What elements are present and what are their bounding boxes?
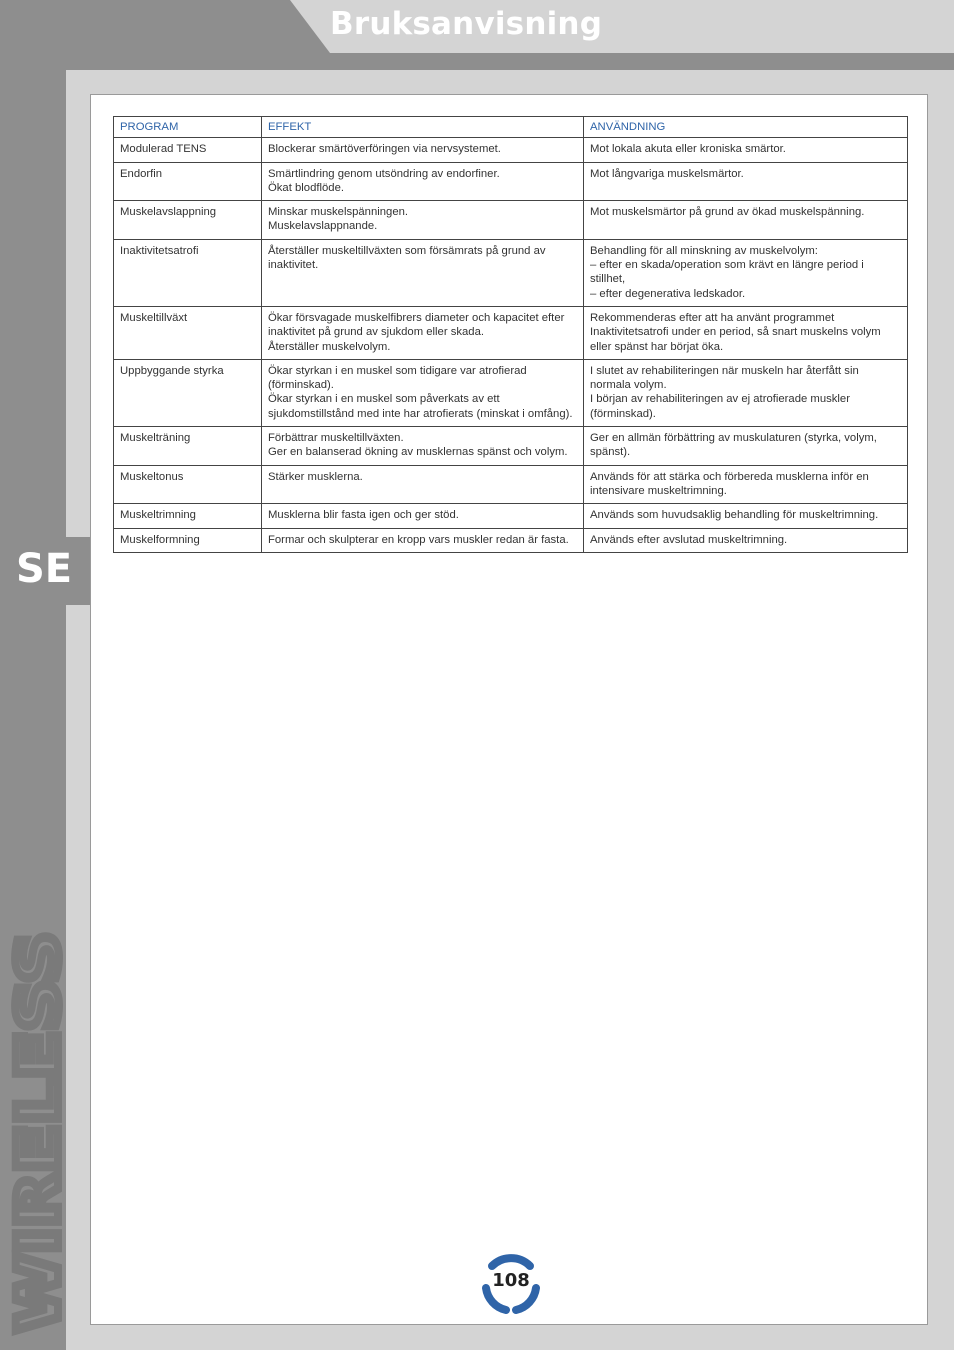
usage-cell: Används som huvudsaklig behandling för muskeltrimning. (584, 504, 908, 528)
effect-cell: Musklerna blir fasta igen och ger stöd. (262, 504, 584, 528)
program-cell: Inaktivitetsatrofi (114, 239, 262, 306)
page-number: 108 (492, 1270, 530, 1291)
table-row (114, 528, 908, 552)
svg-text:WIRELESS: WIRELESS (4, 1004, 72, 1332)
page-title: Bruksanvisning (330, 6, 603, 42)
effect-cell: Formar och skulpterar en kropp vars muskler redan är fasta. (262, 528, 584, 552)
table-row (114, 162, 908, 201)
program-cell: Endorfin (114, 162, 262, 201)
table-row (114, 504, 908, 528)
usage-cell: I slutet av rehabiliteringen när muskeln har återfått sin normala volym. I början av rehabiliteringen av ej atrofierade muskler (förminskad). (584, 359, 908, 426)
effect-cell: Ökar styrkan i en muskel som tidigare var atrofierad (förminskad). Ökar styrkan i en muskel som påverkats av ett sjukdomstillstånd med inte har atrofierats (minskat i omfång). (262, 359, 584, 426)
program-cell: Muskeltillväxt (114, 306, 262, 359)
table-header-row (114, 117, 908, 138)
usage-cell: Ger en allmän förbättring av muskulaturen (styrka, volym, spänst). (584, 427, 908, 466)
usage-cell: Behandling för all minskning av muskelvolym: – efter en skada/operation som krävt en längre period i stillhet, – efter degenerativa ledskador. (584, 239, 908, 306)
usage-cell: Mot långvariga muskelsmärtor. (584, 162, 908, 201)
program-cell: Uppbyggande styrka (114, 359, 262, 426)
usage-cell: Mot lokala akuta eller kroniska smärtor. (584, 138, 908, 162)
header-effect: EFFEKT (262, 117, 584, 138)
table-row (114, 138, 908, 162)
header-usage: ANVÄNDNING (584, 117, 908, 138)
header-program: PROGRAM (114, 117, 262, 138)
usage-cell: Mot muskelsmärtor på grund av ökad muskelspänning. (584, 201, 908, 240)
effect-cell: Ökar försvagade muskelfibrers diameter och kapacitet efter inaktivitet på grund av sjukdom eller skada. Återställer muskelvolym. (262, 306, 584, 359)
table-row (114, 427, 908, 466)
effect-cell: Förbättrar muskeltillväxten. Ger en balanserad ökning av musklernas spänst och volym. (262, 427, 584, 466)
table-row (114, 465, 908, 504)
effect-cell: Blockerar smärtöverföringen via nervsystemet. (262, 138, 584, 162)
effect-cell: Stärker musklerna. (262, 465, 584, 504)
table-row (114, 201, 908, 240)
usage-cell: Används för att stärka och förbereda musklerna inför en intensivare muskeltrimning. (584, 465, 908, 504)
effect-cell: Minskar muskelspänningen. Muskelavslappnande. (262, 201, 584, 240)
usage-cell: Används efter avslutad muskeltrimning. (584, 528, 908, 552)
program-cell: Muskelträning (114, 427, 262, 466)
program-cell: Muskelavslappning (114, 201, 262, 240)
program-cell: Muskeltonus (114, 465, 262, 504)
table-row (114, 306, 908, 359)
program-cell: Muskeltrimning (114, 504, 262, 528)
table-row (114, 239, 908, 306)
effect-cell: Återställer muskeltillväxten som försämrats på grund av inaktivitet. (262, 239, 584, 306)
program-table (113, 116, 908, 553)
language-label: SE (16, 546, 73, 592)
program-cell: Modulerad TENS (114, 138, 262, 162)
usage-cell: Rekommenderas efter att ha använt programmet Inaktivitetsatrofi under en period, så snart muskelns volym eller spänst har börjat öka. (584, 306, 908, 359)
effect-cell: Smärtlindring genom utsöndring av endorfiner. Ökat blodflöde. (262, 162, 584, 201)
program-cell: Muskelformning (114, 528, 262, 552)
brand-logo (4, 922, 72, 1332)
table-row (114, 359, 908, 426)
